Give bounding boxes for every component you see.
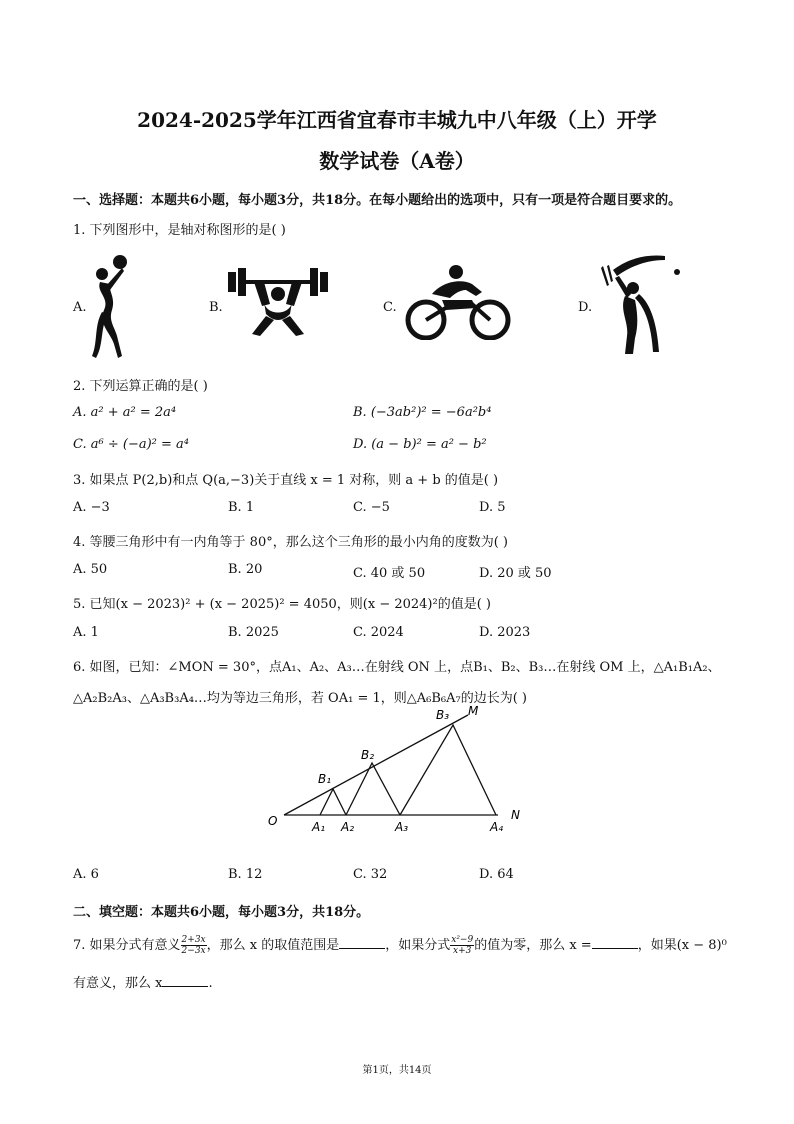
q7-fraction2 <box>450 935 474 956</box>
q6-option-a: A. 6 <box>73 867 99 882</box>
label-a2: A₂ <box>341 820 355 834</box>
q6-triangle-figure <box>262 703 532 838</box>
q5-option-b: B. 2025 <box>228 625 279 640</box>
q1-stem: 1. 下列图形中，是轴对称图形的是( ) <box>73 223 286 238</box>
q2-option-a: A. a² + a² = 2a⁴ <box>73 405 177 420</box>
label-b2: B₂ <box>361 748 375 762</box>
q5-option-c: C. 2024 <box>353 625 404 640</box>
q5-option-a: A. 1 <box>73 625 99 640</box>
q7-frac2-den: x+3 <box>453 946 472 956</box>
q6-stem-line2: △A₂B₂A₃、△A₃B₃A₄…均为等边三角形，若 OA₁ = 1，则△A₆B₆A₇的边长为( ) <box>73 691 527 706</box>
q7-blank2[interactable] <box>592 937 638 949</box>
exam-title-line1: 2024-2025学年江西省宜春市丰城九中八年级（上）开学 <box>137 108 657 132</box>
q7-line2-b: . <box>208 976 213 991</box>
q7-fraction1 <box>181 935 207 956</box>
weightlifter-icon <box>226 266 330 338</box>
cyclist-icon <box>402 264 514 340</box>
q2-option-c: C. a⁶ ÷ (−a)² = a⁴ <box>73 437 189 452</box>
q4-option-d: D. 20 或 50 <box>479 566 552 581</box>
label-b3: B₃ <box>436 708 450 722</box>
q1-option-d-label: D. <box>578 300 593 315</box>
q6-option-b: B. 12 <box>228 867 263 882</box>
q7-blank1[interactable] <box>339 937 385 949</box>
label-a3: A₃ <box>395 820 409 834</box>
q4-option-b: B. 20 <box>228 562 263 577</box>
q5-stem: 5. 已知(x − 2023)² + (x − 2025)² = 4050，则(x − 2024)²的值是( ) <box>73 597 491 612</box>
q1-option-a-label: A. <box>73 300 87 315</box>
q3-option-b: B. 1 <box>228 500 255 515</box>
q7-frac1-num: 2+3x <box>181 935 206 945</box>
q6-option-c: C. 32 <box>353 867 388 882</box>
exam-title-line2: 数学试卷（A卷） <box>319 149 475 173</box>
q7-line2 <box>73 972 213 991</box>
q7-frac2-num: x²−9 <box>451 935 474 945</box>
q2-option-b: B. (−3ab²)² = −6a²b⁴ <box>353 405 492 420</box>
q7-part4: 的值为零，那么 x = <box>474 938 592 953</box>
q2-option-d: D. (a − b)² = a² − b² <box>353 437 487 452</box>
q7-frac1-den: 2−3x <box>181 946 206 956</box>
golfer-icon <box>595 252 685 356</box>
label-n: N <box>511 808 520 822</box>
q4-option-a: A. 50 <box>73 562 108 577</box>
q3-stem: 3. 如果点 P(2,b)和点 Q(a,−3)关于直线 x = 1 对称，则 a + b 的值是( ) <box>73 473 499 488</box>
q4-option-c: C. 40 或 50 <box>353 566 426 581</box>
volleyball-player-icon <box>88 252 138 360</box>
q7-part2: ，那么 x 的取值范围是 <box>206 938 340 953</box>
q5-option-d: D. 2023 <box>479 625 531 640</box>
q1-option-c-label: C. <box>383 300 397 315</box>
q3-option-d: D. 5 <box>479 500 506 515</box>
q3-option-c: C. −5 <box>353 500 390 515</box>
label-o: O <box>268 814 278 828</box>
label-a4: A₄ <box>490 820 504 834</box>
q7-part1: 7. 如果分式有意义 <box>73 938 181 953</box>
q2-stem: 2. 下列运算正确的是( ) <box>73 379 208 394</box>
label-b1: B₁ <box>318 772 332 786</box>
section2-heading: 二、填空题：本题共6小题，每小题3分，共18分。 <box>73 905 370 920</box>
q1-option-b-label: B. <box>209 300 223 315</box>
q7-part3: ，如果分式 <box>385 938 451 953</box>
q6-option-d: D. 64 <box>479 867 514 882</box>
label-m: M <box>468 704 479 718</box>
q6-stem-line1: 6. 如图，已知：∠MON = 30°，点A₁、A₂、A₃…在射线 ON 上，点B₁、B₂、B₃…在射线 OM 上，△A₁B₁A₂、 <box>73 660 721 675</box>
q3-option-a: A. −3 <box>73 500 110 515</box>
section1-heading: 一、选择题：本题共6小题，每小题3分，共18分。在每小题给出的选项中，只有一项是符合题目要求的。 <box>73 193 682 208</box>
label-a1: A₁ <box>312 820 326 834</box>
q7-part5: ，如果(x − 8)⁰ <box>637 938 727 953</box>
q7-line2-a: 有意义，那么 x <box>73 976 163 991</box>
q7-line1 <box>73 934 727 956</box>
page-footer: 第1页，共14页 <box>362 1065 432 1076</box>
q4-stem: 4. 等腰三角形中有一内角等于 80°，那么这个三角形的最小内角的度数为( ) <box>73 535 508 550</box>
q7-blank3[interactable] <box>162 975 208 987</box>
